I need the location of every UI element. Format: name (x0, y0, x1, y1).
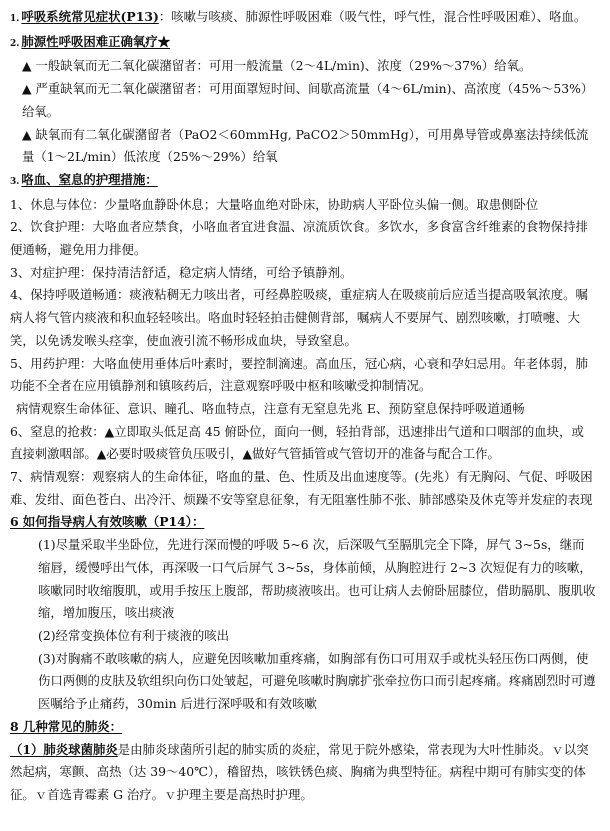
care-item: 2、饮食护理：大咯血者应禁食，小咯血者宜进食温、凉流质饮食。多饮水，多食富含纤维素的食物保持排便通畅，避免用力排便。 (10, 219, 588, 258)
pneumonia-subtitle: （1）肺炎球菌肺炎 (10, 741, 118, 757)
section-8-heading (10, 716, 596, 739)
care-item: 3、对症护理：保持清洁舒适，稳定病人情绪，可给予镇静剂。 (10, 264, 353, 280)
cough-item: (3)对胸痛不敢咳嗽的病人，应避免因咳嗽加重疼痛，如胸部有伤口可用双手或枕头轻压伤口两侧，使伤口两侧的皮肤及软组织向伤口处皱起，可避免咳嗽时胸廓扩张牵拉伤口而引起疼痛。疼痛剧烈时可遵医嘱给予止痛药，30min 后进行深呼吸和有效咳嗽 (38, 650, 596, 712)
section-1-heading (10, 6, 596, 31)
pneumonia-item (10, 739, 596, 807)
section-2-title: 肺源性呼吸困难正确氧疗★ (21, 33, 171, 49)
care-item: 1、休息与体位：少量咯血静卧休息；大量咯血绝对卧床，协助病人平卧位头偏一侧。取患侧卧位 (10, 196, 539, 212)
section-8-title: 8 几种常见的肺炎： (10, 718, 123, 734)
section-6-heading (10, 511, 596, 534)
section-1-number: 1. (10, 14, 20, 24)
section-1-body: ：咳嗽与咳痰、肺源性呼吸困难（吸气性，呼气性，混合性呼吸困难）、咯血。 (158, 9, 587, 24)
care-item: 5、用药护理：大咯血使用垂体后叶素时，要控制滴速。高血压，冠心病，心衰和孕妇忌用。年老体弱，肺功能不全者在应用镇静剂和镇咳药后，注意观察呼吸中枢和咳嗽受抑制情况。 (10, 355, 588, 394)
section-3-number: 3. (10, 176, 20, 187)
care-item: 4、保持呼吸道畅通：痰液粘稠无力咳出者，可经鼻腔吸痰，重症病人在吸痰前后应适当提高吸氧浓度。嘱病人将气管内痰液和积血轻轻咳出。咯血时轻轻拍击健侧背部，嘱病人不要屏气、剧烈咳嗽，打喷嚏、大笑，以免诱发喉头痉挛，使血液引流不畅形成血块，导致窒息。 (10, 287, 588, 348)
section-1-title: 呼吸系统常见症状(P13) (21, 9, 159, 24)
oxygen-item: ▲ 一般缺氧而无二氧化碳潴留者：可用一般流量（2～4L/min)、浓度（29%～37%）给氧。 (22, 58, 532, 74)
section-2-number: 2. (10, 38, 20, 49)
cough-item: (2)经常变换体位有利于痰液的咳出 (38, 627, 230, 643)
care-item: 7、病情观察：观察病人的生命体征，咯血的量、色、性质及出血速度等。(先兆）有无胸闷、气促、呼吸困难、发绀、面色苍白、出冷汗、烦躁不安等窒息征象，有无阻塞性肺不张、肺部感染及休克等并发症的表现 (10, 469, 593, 507)
oxygen-item: ▲ 缺氧而有二氧化碳潴留者（PaO2＜60mmHg, PaCO2＞50mmHg），可用鼻导管或鼻塞法持续低流量（1～2L/min）低浓度（25%～29%）给氧 (22, 126, 589, 165)
cough-item: (1)尽量采取半坐卧位，先进行深而慢的呼吸 5~6 次，后深吸气至膈肌完全下降，屏气 3~5s，继而缩唇，缓慢呼出气体，再深吸一口气后屏气 3~5s，身体前倾，从胸腔进行 2~3 次短促有力的咳嗽，咳嗽同时收缩腹肌，或用手按压上腹部，帮助痰液咳出。也可让病人去俯卧屈膝位，借助膈肌、腹肌收缩，增加腹压，咳出痰液 (38, 537, 596, 621)
care-item: 病情观察生命体征、意识、瞳孔、咯血特点，注意有无窒息先兆 E、预防窒息保持呼吸道通畅 (16, 400, 525, 416)
section-2-heading (10, 31, 596, 56)
oxygen-item: ▲ 严重缺氧而无二氧化碳潴留者：可用面罩短时间、间歇高流量（4～6L/min)、高浓度（45%～53%）给氧。 (22, 81, 594, 119)
section-3-heading (10, 169, 596, 194)
care-item: 6、窒息的抢救：▲立即取头低足高 45 俯卧位，面向一侧，轻拍背部，迅速排出气道和口咽部的血块，或直接刺激咽部。▲必要时吸痰管负压吸引，▲做好气管插管或气管切开的准备与配合工作。 (10, 423, 584, 462)
section-3-title: 咯血、窒息的护理措施： (21, 171, 158, 187)
pneumonia-body: 是由肺炎球菌所引起的肺实质的炎症，常见于院外感染，常表现为大叶性肺炎。ｖ以突然起病，寒颤、高热（达 39～40℃），稽留热，咳铁锈色痰、胸痛为典型特征。病程中期可有肺实变的体征。ｖ首选青霉素 G 治疗。ｖ护理主要是高热时护理。 (10, 741, 589, 802)
section-6-title: 6 如何指导病人有效咳嗽（P14）： (10, 514, 205, 530)
